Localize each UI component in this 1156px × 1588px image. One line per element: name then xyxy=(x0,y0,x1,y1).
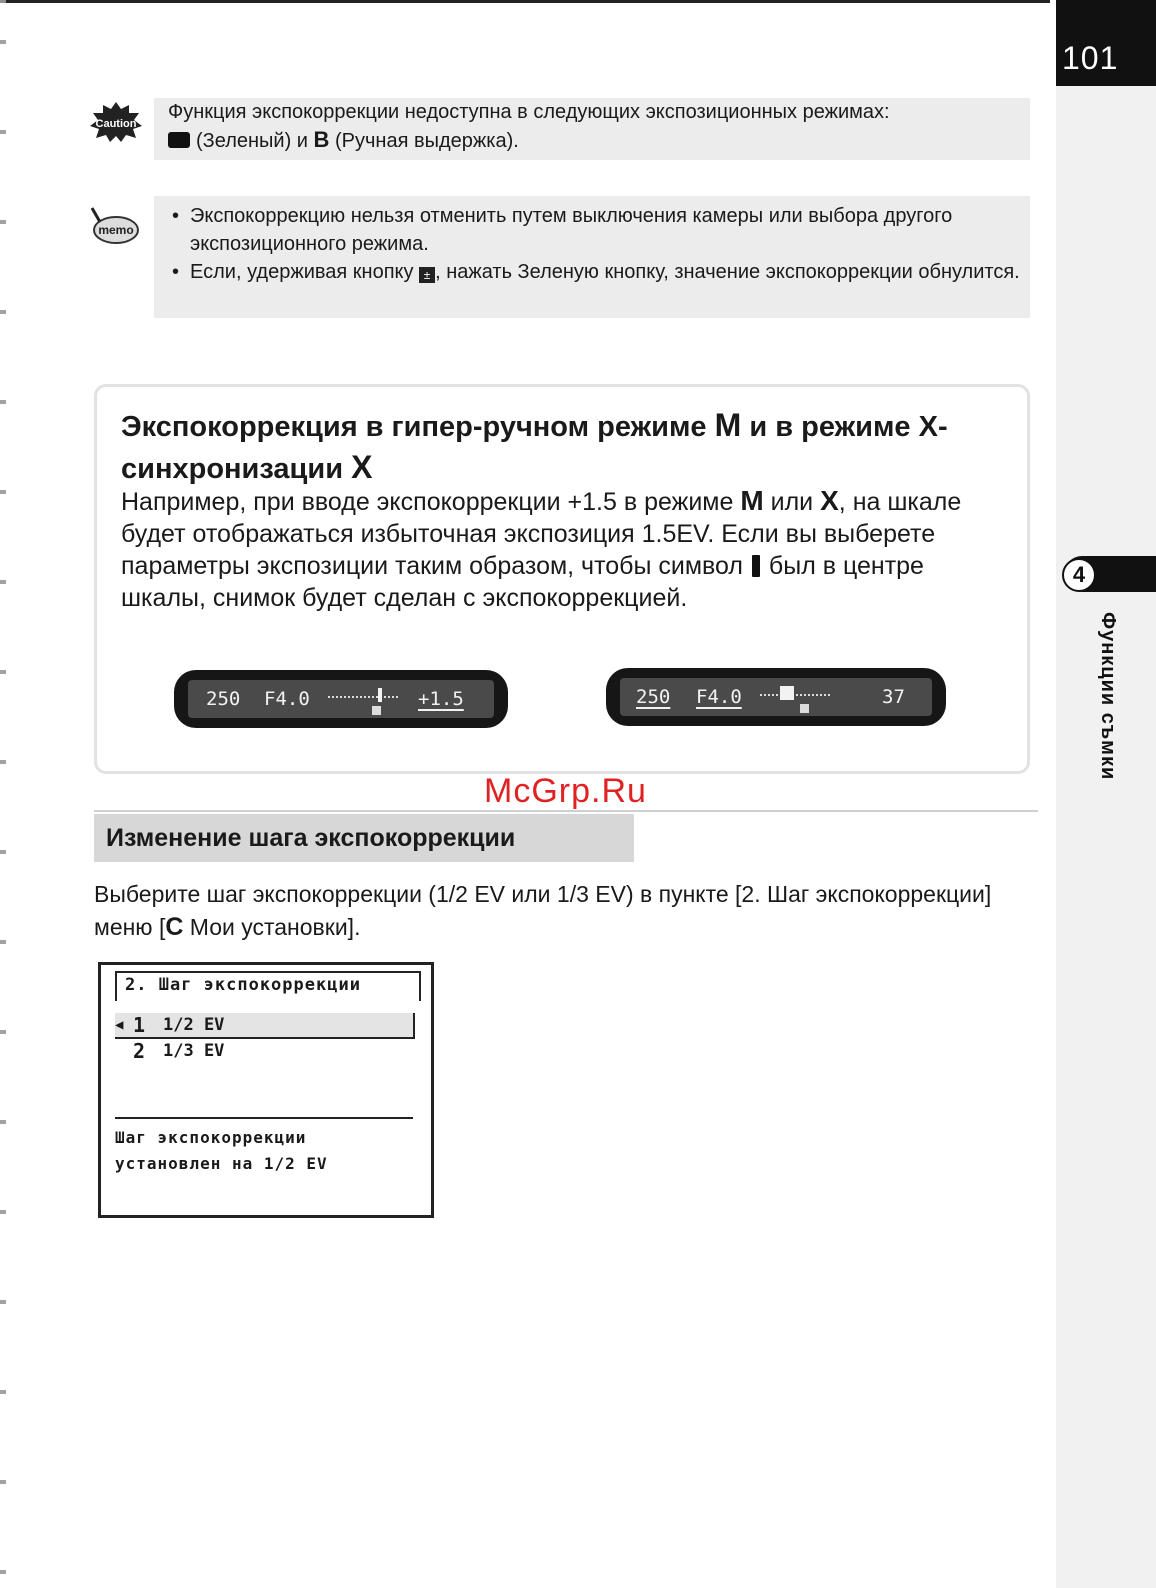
chapter-number: 4 xyxy=(1062,558,1096,592)
menu-option-number: 2 xyxy=(133,1039,146,1063)
panel-title: Экспокоррекция в гипер-ручном режиме M и в режиме X-синхронизации X xyxy=(121,407,948,485)
lcd-aperture: F4.0 xyxy=(264,688,310,710)
memo-bullet-2: • Если, удерживая кнопку ± , нажать Зеленую кнопку, значение экспокоррекции обнулится. xyxy=(170,258,1020,286)
memo-bullet-1: • Экспокоррекцию нельзя отменить путем выключения камеры или выбора другого экспозиционного режима. xyxy=(170,202,1020,258)
menu-title: 2. Шаг экспокоррекции xyxy=(125,975,361,995)
lcd-screen xyxy=(188,680,494,718)
exposure-bar-icon xyxy=(752,555,760,577)
menu-option-number: 1 xyxy=(133,1013,146,1037)
lcd-exposure-scale xyxy=(760,694,830,700)
selection-arrow-icon: ◀ xyxy=(115,1017,124,1033)
lcd-aperture: F4.0 xyxy=(696,686,742,708)
lcd-shutter: 250 xyxy=(206,688,241,710)
lcd-display-centered xyxy=(606,668,946,726)
lcd-ev-icon xyxy=(800,704,809,713)
lcd-ev-value: +1.5 xyxy=(418,688,464,710)
panel-body: Например, при вводе экспокоррекции +1.5 в режиме M или X, на шкале будет отображаться избыточная экспозиция 1.5EV. Если вы выберете параметры экспозиции таким образом, чтобы символ был в центре шкалы, снимок будет сделан с экспокоррекцией. xyxy=(121,485,962,612)
lcd-scale-marker xyxy=(780,686,794,700)
mode-m-symbol: M xyxy=(714,407,742,443)
chapter-title: Функции съмки xyxy=(1097,612,1119,781)
watermark: McGrp.Ru xyxy=(484,772,647,810)
caution-line-1: Функция экспокоррекции недоступна в следующих экспозиционных режимах: xyxy=(168,101,890,123)
body-mode-x: X xyxy=(820,485,839,516)
side-tab-strip xyxy=(1056,0,1156,1588)
page-left-edge xyxy=(0,0,6,1588)
section-divider xyxy=(94,810,1038,812)
section-title: Изменение шага экспокоррекции xyxy=(106,824,516,852)
bulb-mode-letter: B xyxy=(313,127,330,152)
menu-help-text: Шаг экспокоррекции установлен на 1/2 EV xyxy=(115,1128,328,1173)
caution-line-2: (Зеленый) и B (Ручная выдержка). xyxy=(168,126,1028,155)
lcd-ev-icon xyxy=(372,706,381,715)
memo-list xyxy=(170,202,1020,286)
svg-text:memo: memo xyxy=(98,223,134,237)
green-mode-icon xyxy=(168,132,190,148)
lcd-frame-count: 37 xyxy=(882,686,905,708)
body-mode-m: M xyxy=(740,485,764,516)
page-top-rule xyxy=(0,0,1050,3)
caution-text xyxy=(168,98,1028,155)
custom-menu-letter: C xyxy=(165,913,184,941)
menu-option-label: 1/3 EV xyxy=(163,1041,225,1061)
section-instruction: Выберите шаг экспокоррекции (1/2 EV или 1/3 EV) в пункте [2. Шаг экспокоррекции] меню [C Мои установки]. xyxy=(94,881,992,941)
svg-text:Caution: Caution xyxy=(95,118,137,130)
lcd-shutter: 250 xyxy=(636,686,671,708)
page-number: 101 xyxy=(1062,40,1119,76)
menu-option-selected[interactable] xyxy=(115,1013,415,1039)
caution-icon xyxy=(88,100,144,144)
ev-compensation-icon: ± xyxy=(419,267,435,283)
lcd-screen xyxy=(620,678,932,716)
mode-x-symbol: X xyxy=(351,449,373,485)
memo-icon xyxy=(88,204,140,248)
menu-option[interactable] xyxy=(115,1039,413,1063)
camera-menu-screen xyxy=(98,962,434,1218)
lcd-display-ev-plus xyxy=(174,670,508,728)
menu-option-label: 1/2 EV xyxy=(163,1015,225,1035)
lcd-exposure-scale xyxy=(328,696,398,702)
lcd-scale-marker xyxy=(378,688,382,702)
menu-separator xyxy=(115,1117,413,1119)
